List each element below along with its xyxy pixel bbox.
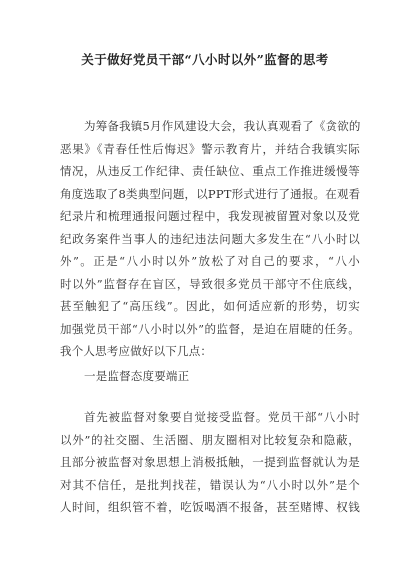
paragraph-line: 情况，从违反工作纪律、责任缺位、重点工作推进缓慢等 bbox=[60, 164, 360, 178]
section-heading-block bbox=[60, 365, 360, 388]
paragraph-2 bbox=[60, 406, 360, 519]
paragraph-line: 时以外”监督存在盲区，导致很多党员干部守不住底线， bbox=[60, 276, 360, 291]
paragraph-line: 首先被监督对象要自觉接受监督。党员干部“八小时 bbox=[84, 410, 360, 424]
paragraph-line: 纪录片和梳理通报问题过程中，我发现被留置对象以及党 bbox=[60, 209, 360, 223]
paragraph-line: 且部分被监督对象思想上消极抵触，一提到监督就认为是 bbox=[60, 455, 360, 469]
paragraph-line: 对其不信任，是批判找茬，错误认为“八小时以外”是个 bbox=[60, 477, 360, 492]
paragraph-line: 加强党员干部“八小时以外”的监督，是迫在眉睫的任务。 bbox=[60, 321, 360, 336]
section-heading: 一是监督态度要端正 bbox=[84, 369, 190, 383]
paragraph-line: 外”。正是“八小时以外”放松了对自己的要求，“八小 bbox=[60, 254, 360, 268]
document-title: 关于做好党员干部“八小时以外”监督的思考 bbox=[81, 52, 329, 67]
paragraph-line: 人时间，组织管不着，吃饭喝酒不报备，甚至赌博、权钱 bbox=[60, 500, 360, 514]
paragraph-1 bbox=[60, 115, 360, 363]
paragraph-line: 甚至触犯了“高压线”。因此，如何适应新的形势，切实 bbox=[60, 299, 360, 313]
paragraph-line: 我个人思考应做好以下几点： bbox=[60, 344, 213, 358]
paragraph-line: 纪政务案件当事人的违纪违法问题大多发生在“八小时以 bbox=[60, 231, 360, 246]
paragraph-line: 为筹备我镇5月作风建设大会，我认真观看了《贪欲的 bbox=[84, 119, 361, 133]
paragraph-line: 角度选取了8类典型问题，以PPT形式进行了通报。在观看 bbox=[60, 186, 361, 201]
paragraph-line: 恶果》《青春任性后悔迟》警示教育片，并结合我镇实际 bbox=[60, 141, 360, 156]
paragraph-line: 以外”的社交圈、生活圈、朋友圈相对比较复杂和隐蔽， bbox=[60, 432, 360, 447]
